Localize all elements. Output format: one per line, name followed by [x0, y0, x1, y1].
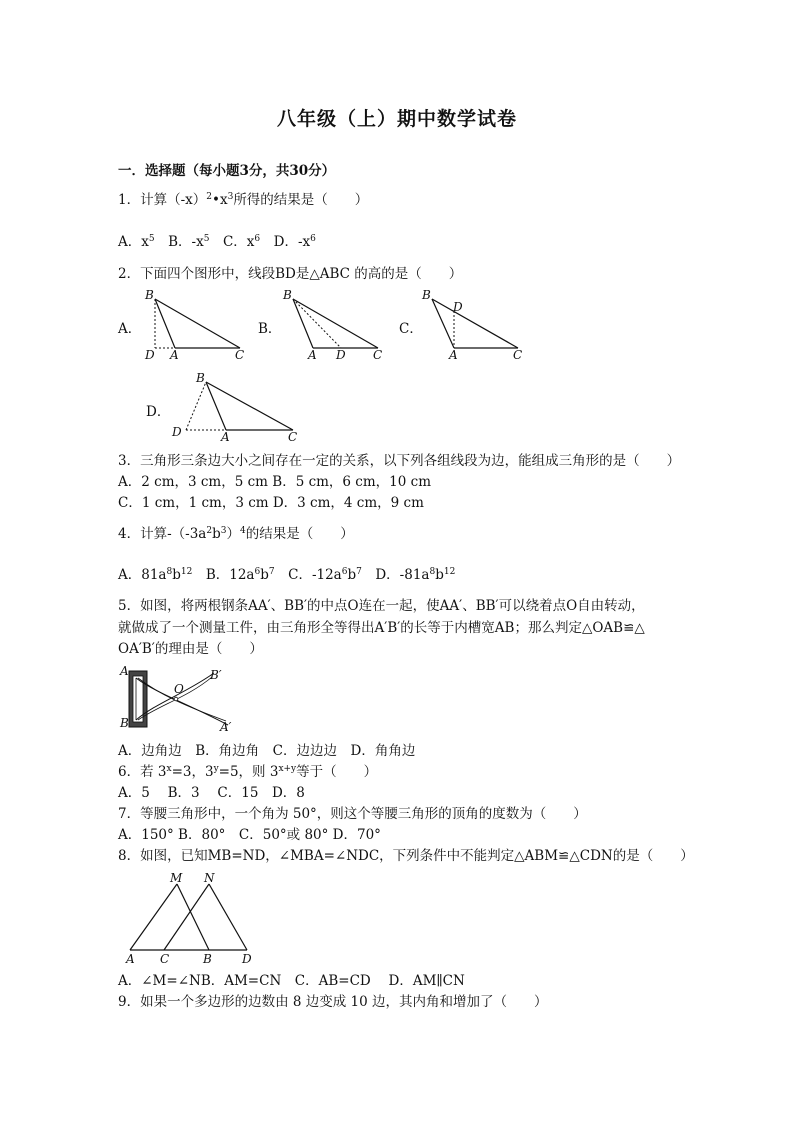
q2-figure-c	[418, 286, 530, 362]
svg-text:A′: A′	[220, 720, 232, 734]
question-8: 8．如图，已知MB=ND，∠MBA=∠NDC，下列条件中不能判定△ABM≌△CDN的是（ ）	[118, 848, 694, 864]
svg-text:C: C	[513, 348, 523, 362]
svg-text:D: D	[172, 425, 182, 439]
q2-figure-d	[168, 368, 306, 444]
svg-text:A: A	[126, 952, 135, 966]
svg-text:D: D	[336, 348, 346, 362]
q2-option-c-label: C．	[399, 321, 423, 337]
question-6: 6．若 $3^x=3$，$3^y=5$，则 $3^{x+y}$等于（ ）	[118, 764, 378, 780]
svg-text:D: D	[242, 952, 252, 966]
q8-figure	[120, 866, 260, 970]
svg-text:B: B	[422, 288, 431, 302]
svg-text:D: D	[453, 300, 463, 314]
svg-text:M: M	[170, 871, 183, 885]
question-4-options: A．$81a^8b^{12}$ B．$12a^6b^7$ C．$-12a^6b^7$ D．$-81a^8b^{12}$	[118, 567, 456, 583]
svg-text:B: B	[203, 952, 212, 966]
q2-option-d-label: D．	[146, 404, 171, 420]
page-title: 八年级（上）期中数学试卷	[276, 108, 517, 130]
question-3: 3．三角形三条边大小之间存在一定的关系，以下列各组线段为边，能组成三角形的是（ ）	[118, 453, 681, 469]
svg-text:N: N	[204, 871, 215, 885]
question-7-options: A．150° B．80° C．50°或 80° D．70°	[118, 827, 381, 843]
question-1-options: A．$x^5$ B．$-x^5$ C．$x^6$ D．$-x^6$	[118, 234, 316, 250]
q2-option-a-label: A．	[118, 321, 142, 337]
svg-text:B: B	[145, 288, 154, 302]
q2-option-b-label: B．	[258, 321, 282, 337]
question-1: 1．计算$(-x)^2•x^3$所得的结果是（ ）	[118, 192, 369, 208]
question-5-options: A．边角边 B．角边角 C．边边边 D．角角边	[118, 743, 416, 759]
question-6-options: A．5 B．3 C．15 D．8	[118, 785, 305, 801]
svg-text:D: D	[145, 348, 155, 362]
svg-text:B: B	[283, 288, 292, 302]
section-heading: 一．选择题（每小题3分，共30分）	[118, 163, 336, 179]
svg-text:A: A	[308, 348, 317, 362]
question-5-line-3: OA′B′的理由是（ ）	[118, 641, 263, 657]
svg-text:B: B	[196, 371, 205, 385]
svg-text:A: A	[120, 664, 129, 678]
svg-text:C: C	[235, 348, 245, 362]
svg-text:O: O	[174, 682, 184, 696]
question-3-options-cd: C．1 cm，1 cm，3 cm D．3 cm，4 cm，9 cm	[118, 495, 424, 511]
question-8-options: A．∠M=∠NB．AM=CN C．AB=CD D．AM∥CN	[118, 973, 465, 989]
svg-text:C: C	[373, 348, 383, 362]
svg-text:C: C	[160, 952, 170, 966]
question-3-options-ab: A．2 cm，3 cm，5 cm B．5 cm，6 cm，10 cm	[118, 474, 432, 490]
question-2: 2．下面四个图形中，线段BD是△ABC 的高的是（ ）	[118, 266, 463, 282]
question-9: 9．如果一个多边形的边数由 8 边变成 10 边，其内角和增加了（ ）	[118, 994, 548, 1010]
q2-figure-b	[280, 286, 390, 362]
svg-text:A: A	[449, 348, 458, 362]
svg-text:A: A	[170, 348, 179, 362]
svg-text:A: A	[221, 430, 230, 444]
question-5-line-1: 5．如图，将两根钢条AA′、BB′的中点O连在一起，使AA′、BB′可以绕着点O自由转动，	[118, 598, 645, 614]
svg-text:B: B	[120, 716, 129, 730]
question-5-line-2: 就做成了一个测量工件，由三角形全等得出A′B′的长等于内槽宽AB；那么判定△OAB≌△	[118, 620, 645, 636]
svg-text:C: C	[288, 430, 298, 444]
question-4: 4．计算$-(-3a^2b^3)^4$的结果是（ ）	[118, 526, 354, 542]
q2-figure-a	[138, 286, 253, 362]
question-7: 7．等腰三角形中，一个角为 50°，则这个等腰三角形的顶角的度数为（ ）	[118, 806, 587, 822]
svg-text:B′: B′	[210, 668, 222, 682]
q5-figure	[116, 663, 246, 733]
